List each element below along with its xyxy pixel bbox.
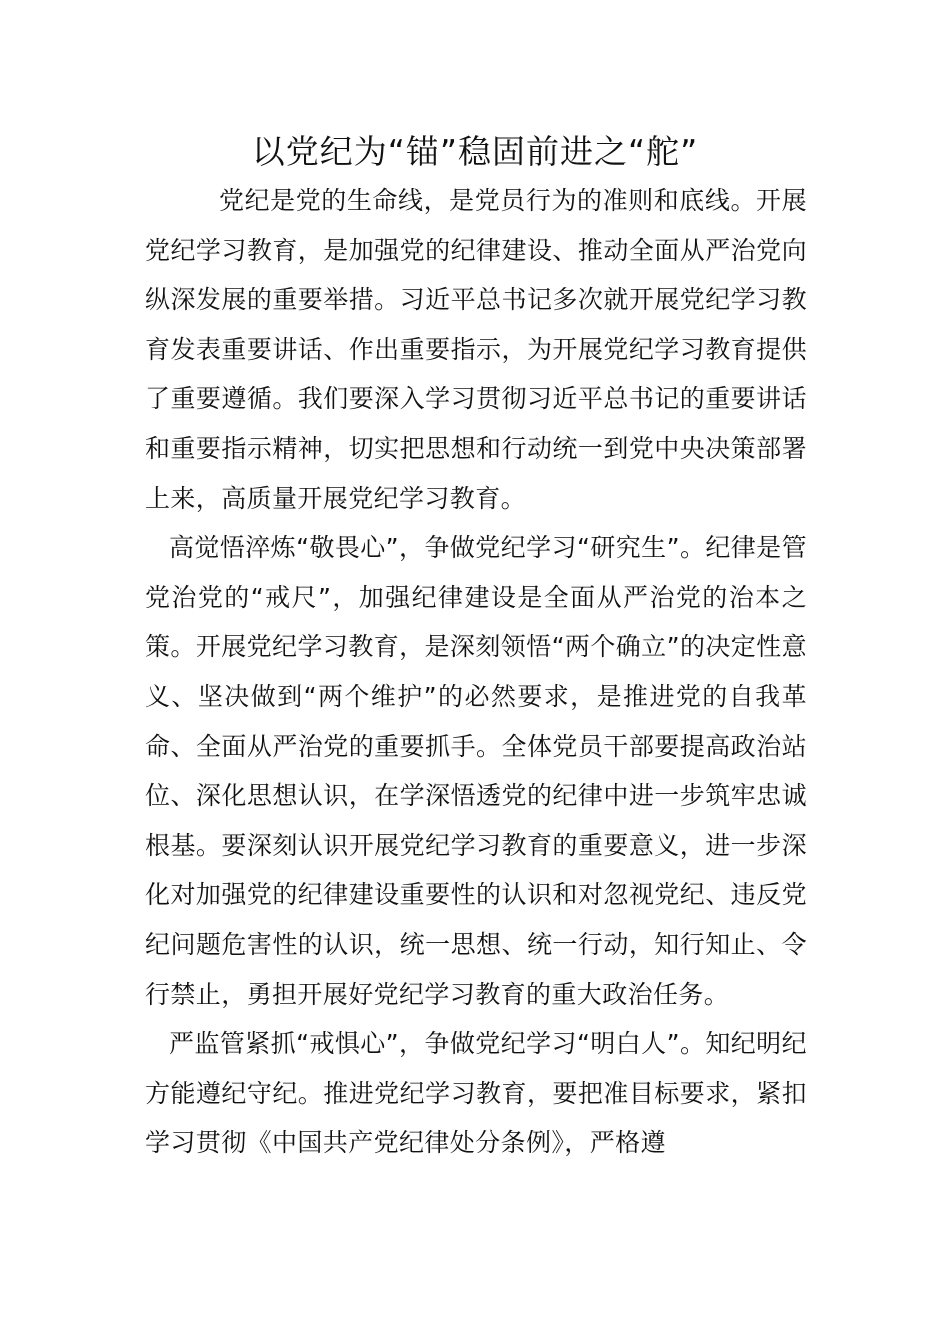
paragraph: 党纪是党的生命线，是党员行为的准则和底线。开展党纪学习教育，是加强党的纪律建设、推动全面从严治党向纵深发展的重要举措。习近平总书记多次就开展党纪学习教育发表重要讲话、作出重要指示，为开展党纪学习教育提供了重要遵循。我们要深入学习贯彻习近平总书记的重要讲话和重要指示精神，切实把思想和行动统一到党中央决策部署上来，高质量开展党纪学习教育。: [145, 186, 807, 513]
document-body: [145, 176, 807, 1168]
paragraph: 高觉悟淬炼“敬畏心”，争做党纪学习“研究生”。纪律是管党治党的“戒尺”，加强纪律建设是全面从严治党的治本之策。开展党纪学习教育，是深刻领悟“两个确立”的决定性意义、坚决做到“两个维护”的必然要求，是推进党的自我革命、全面从严治党的重要抓手。全体党员干部要提高政治站位、深化思想认识，在学深悟透党的纪律中进一步筑牢忠诚根基。要深刻认识开展党纪学习教育的重要意义，进一步深化对加强党的纪律建设重要性的认识和对忽视党纪、违反党纪问题危害性的认识，统一思想、统一行动，知行知止、令行禁止，勇担开展好党纪学习教育的重大政治任务。: [145, 533, 807, 1009]
document-title: 以党纪为“锚”稳固前进之“舵”: [251, 132, 699, 171]
paragraph: 严监管紧抓“戒惧心”，争做党纪学习“明白人”。知纪明纪方能遵纪守纪。推进党纪学习教育，要把准目标要求，紧扣学习贯彻《中国共产党纪律处分条例》，严格遵: [145, 1029, 807, 1158]
